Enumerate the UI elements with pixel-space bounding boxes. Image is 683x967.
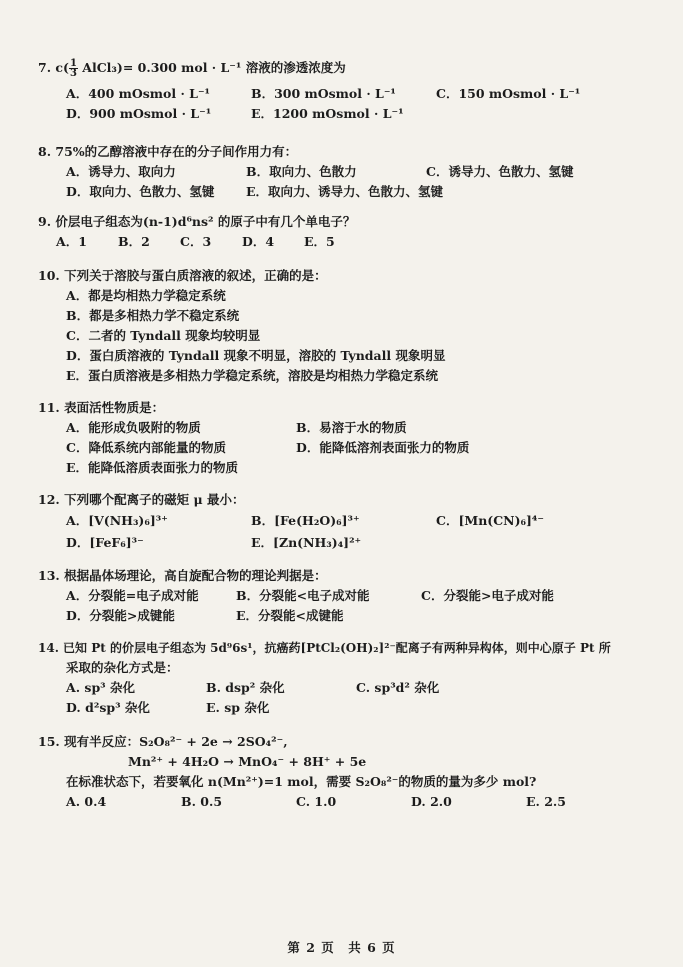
option-e: E．5 — [304, 234, 335, 249]
question-7-stem — [38, 58, 658, 78]
option-d: D. d²sp³ 杂化 — [66, 700, 150, 715]
option-d: D．能降低溶剂表面张力的物质 — [296, 440, 470, 455]
option-a: A．都是均相热力学稳定系统 — [66, 288, 226, 303]
option-b: B．[Fe(H₂O)₆]³⁺ — [251, 513, 360, 528]
option-a: A．分裂能=电子成对能 — [66, 588, 199, 603]
option-e: E．1200 mOsmol · L⁻¹ — [251, 106, 404, 121]
option-d: D．4 — [242, 234, 275, 249]
question-10-stem: 10. 下列关于溶胶与蛋白质溶液的叙述，正确的是： — [38, 268, 327, 283]
option-a: A．1 — [56, 234, 87, 249]
option-a: A．400 mOsmol · L⁻¹ — [66, 86, 211, 101]
option-a: A. sp³ 杂化 — [66, 680, 136, 695]
option-c: C. 1.0 — [296, 794, 337, 809]
option-d: D．蛋白质溶液的 Tyndall 现象不明显，溶胶的 Tyndall 现象明显 — [66, 348, 446, 363]
question-8-options — [38, 162, 658, 202]
fraction-one-third — [69, 59, 78, 78]
question-15-stem: 15. 现有半反应：S₂O₈²⁻ + 2e → 2SO₄²⁻, — [38, 734, 288, 749]
page-number: 第 2 页 共 6 页 — [287, 940, 396, 955]
question-10-options — [38, 286, 658, 386]
option-c: C．诱导力、色散力、氢键 — [426, 164, 574, 179]
question-12-options — [38, 510, 658, 554]
option-b: B. dsp² 杂化 — [206, 680, 285, 695]
option-e: E．取向力、诱导力、色散力、氢键 — [246, 184, 444, 199]
option-d: D．取向力、色散力、氢键 — [66, 184, 215, 199]
question-11-options — [38, 418, 658, 478]
option-a: A．[V(NH₃)₆]³⁺ — [66, 513, 168, 528]
option-c: C．二者的 Tyndall 现象均较明显 — [66, 328, 261, 343]
option-c: C．分裂能>电子成对能 — [421, 588, 554, 603]
option-a: A. 0.4 — [66, 794, 107, 809]
question-11-stem: 11. 表面活性物质是： — [38, 400, 165, 415]
question-7-number: 7. — [38, 60, 52, 75]
question-9-stem: 9. 价层电子组态为(n-1)d⁶ns² 的原子中有几个单电子？ — [38, 214, 356, 229]
question-14-options — [38, 678, 658, 718]
question-9-options — [38, 232, 658, 252]
question-15-options — [38, 792, 658, 812]
option-e: E．蛋白质溶液是多相热力学稳定系统，溶胶是均相热力学稳定系统 — [66, 368, 439, 383]
option-e: E．[Zn(NH₃)₄]²⁺ — [251, 535, 362, 550]
question-14 — [38, 638, 658, 718]
option-c: C．降低系统内部能量的物质 — [66, 440, 226, 455]
option-e: E．分裂能<成键能 — [236, 608, 344, 623]
question-12-stem: 12. 下列哪个配离子的磁矩 μ 最小： — [38, 492, 245, 507]
option-e: E. 2.5 — [526, 794, 566, 809]
option-a: A．能形成负吸附的物质 — [66, 420, 201, 435]
question-15-reaction-2: Mn²⁺ + 4H₂O → MnO₄⁻ + 8H⁺ + 5e — [128, 754, 367, 769]
option-b: B．分裂能<电子成对能 — [236, 588, 370, 603]
question-7 — [38, 58, 658, 124]
option-c: C. sp³d² 杂化 — [356, 680, 440, 695]
question-7-stem-post: AlCl₃)= 0.300 mol · L⁻¹ 溶液的渗透浓度为 — [82, 60, 346, 75]
question-15 — [38, 732, 658, 812]
fraction-numerator: 1 — [69, 58, 77, 69]
question-14-stem-line1: 14. 已知 Pt 的价层电子组态为 5d⁹6s¹，抗癌药[PtCl₂(OH)₂]²⁻配离子有两种异构体，则中心原子 Pt 所 — [38, 641, 611, 655]
option-b: B．300 mOsmol · L⁻¹ — [251, 86, 396, 101]
fraction-denominator: 3 — [69, 68, 77, 79]
option-d: D. 2.0 — [411, 794, 452, 809]
question-13-options — [38, 586, 658, 626]
option-d: D．[FeF₆]³⁻ — [66, 535, 144, 550]
question-14-stem-line2: 采取的杂化方式是： — [66, 660, 179, 675]
option-c: C．[Mn(CN)₆]⁴⁻ — [436, 513, 544, 528]
option-c: C．150 mOsmol · L⁻¹ — [436, 86, 581, 101]
option-b: B．2 — [118, 234, 150, 249]
question-15-question: 在标准状态下，若要氧化 n(Mn²⁺)=1 mol，需要 S₂O₈²⁻的物质的量为多少 mol? — [66, 774, 537, 789]
question-13-stem: 13. 根据晶体场理论，高自旋配合物的理论判据是： — [38, 568, 327, 583]
question-7-stem-pre: c( — [55, 60, 69, 75]
option-e: E. sp 杂化 — [206, 700, 270, 715]
question-7-options — [38, 84, 658, 124]
question-8-stem: 8. 75%的乙醇溶液中存在的分子间作用力有： — [38, 144, 298, 159]
option-d: D．900 mOsmol · L⁻¹ — [66, 106, 212, 121]
option-d: D．分裂能>成键能 — [66, 608, 175, 623]
question-11 — [38, 398, 658, 478]
question-8 — [38, 142, 658, 202]
question-10 — [38, 266, 658, 386]
option-b: B．都是多相热力学不稳定系统 — [66, 308, 240, 323]
option-b: B．取向力、色散力 — [246, 164, 357, 179]
question-12 — [38, 490, 658, 554]
option-b: B．易溶于水的物质 — [296, 420, 407, 435]
option-b: B. 0.5 — [181, 794, 223, 809]
question-13 — [38, 566, 658, 626]
question-9 — [38, 212, 658, 252]
option-e: E．能降低溶质表面张力的物质 — [66, 460, 239, 475]
option-a: A．诱导力、取向力 — [66, 164, 176, 179]
option-c: C．3 — [180, 234, 212, 249]
